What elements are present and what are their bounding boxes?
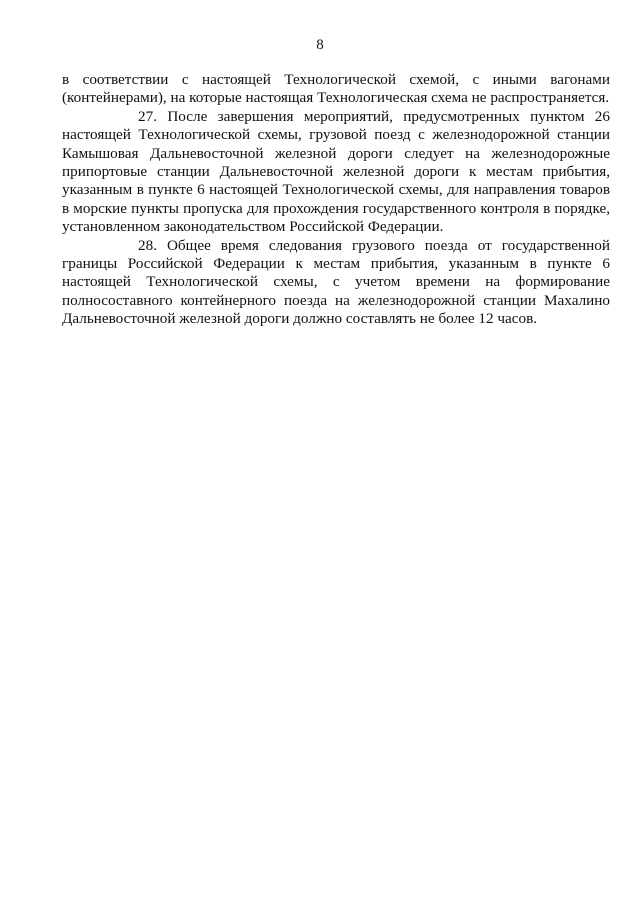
page-number: 8 xyxy=(316,37,324,53)
paragraph-text: После завершения мероприятий, предусмотренных пунктом 26 настоящей Технологической схемы, грузовой поезд с железнодорожной станции Камышовая Дальневосточной железной дороги следует на железнодорожные припортовые станции Дальневосточной железной дороги к местам прибытия, указанным в пункте 6 настоящей Технологической схемы, для направления товаров в морские пункты пропуска для прохождения государственного контроля в порядке, установленном законодательством Российской Федерации. xyxy=(62,107,610,236)
paragraph-number: 27. xyxy=(138,107,157,125)
paragraph-continuation xyxy=(62,71,610,108)
paragraph-text: Общее время следования грузового поезда от государственной границы Российской Федерации к местам прибытия, указанным в пункте 6 настоящей Технологической схемы, с учетом времени на формирование полносоставного контейнерного поезда на железнодорожной станции Махалино Дальневосточной железной дороги должно составлять не более 12 часов. xyxy=(62,236,610,328)
paragraph-text: в соответствии с настоящей Технологической схемой, с иными вагонами (контейнерами), на которые настоящая Технологическая схема не распространяется. xyxy=(62,71,610,107)
paragraph-number: 28. xyxy=(138,236,157,254)
paragraph-28 xyxy=(62,237,610,329)
document-body xyxy=(62,71,610,329)
paragraph-27 xyxy=(62,108,610,237)
